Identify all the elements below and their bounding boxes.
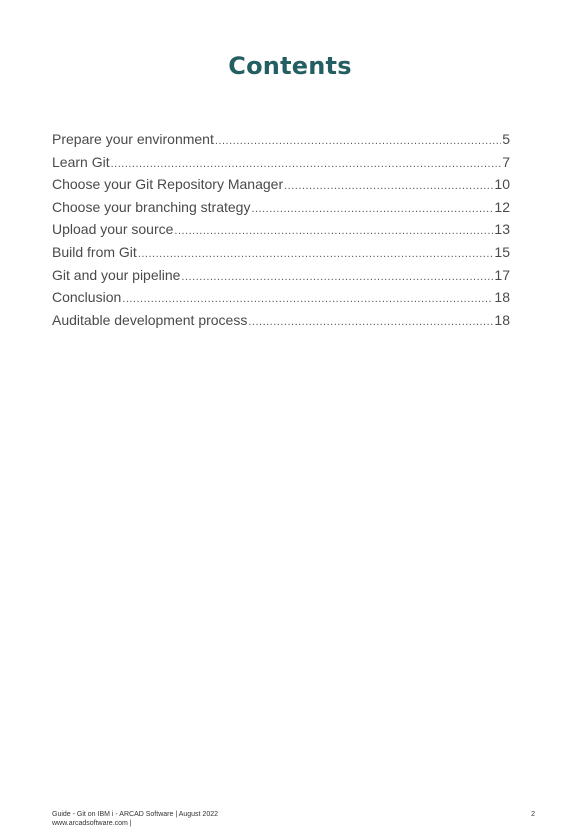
toc-entry-label: Git and your pipeline [52, 266, 181, 283]
dot-leader [251, 203, 493, 215]
page-number: 2 [531, 811, 535, 818]
toc-entry-git-pipeline[interactable] [52, 267, 510, 290]
table-of-contents [52, 131, 510, 334]
toc-entry-page: 18 [494, 311, 510, 328]
dot-leader [284, 180, 493, 192]
toc-entry-learn-git[interactable] [52, 154, 510, 177]
toc-entry-page: 17 [494, 266, 510, 283]
toc-entry-label: Conclusion [52, 289, 122, 306]
toc-entry-page: 18 [494, 289, 510, 306]
toc-entry-page: 15 [494, 243, 510, 260]
toc-entry-page: 12 [494, 198, 510, 215]
dot-leader [248, 316, 493, 328]
toc-entry-build-from-git[interactable] [52, 244, 510, 267]
toc-entry-page: 7 [502, 153, 510, 170]
dot-leader [174, 225, 493, 237]
toc-entry-upload-source[interactable] [52, 221, 510, 244]
page-footer [52, 810, 218, 828]
dot-leader [122, 293, 493, 305]
footer-website: www.arcadsoftware.com | [52, 820, 132, 827]
footer-document-info: Guide - Git on IBM i - ARCAD Software | August 2022 [52, 811, 219, 818]
toc-entry-prepare-environment[interactable] [52, 131, 510, 154]
toc-entry-repository-manager[interactable] [52, 176, 510, 199]
toc-entry-label: Auditable development process [52, 311, 248, 328]
toc-entry-label: Build from Git [52, 243, 137, 260]
toc-entry-label: Choose your branching strategy [52, 198, 251, 215]
toc-entry-page: 13 [494, 221, 510, 238]
toc-entry-auditable-process[interactable] [52, 312, 510, 335]
toc-entry-label: Learn Git [52, 153, 110, 170]
toc-entry-label: Prepare your environment [52, 131, 214, 147]
dot-leader [111, 158, 502, 170]
dot-leader [181, 271, 493, 283]
page-title: Contents [228, 52, 352, 80]
toc-entry-label: Choose your Git Repository Manager [52, 176, 284, 193]
toc-entry-page: 5 [502, 131, 510, 147]
toc-entry-branching-strategy[interactable] [52, 199, 510, 222]
toc-entry-conclusion[interactable] [52, 289, 510, 312]
dot-leader [215, 135, 501, 147]
toc-entry-page: 10 [494, 176, 510, 193]
dot-leader [138, 248, 494, 260]
toc-entry-label: Upload your source [52, 221, 174, 238]
